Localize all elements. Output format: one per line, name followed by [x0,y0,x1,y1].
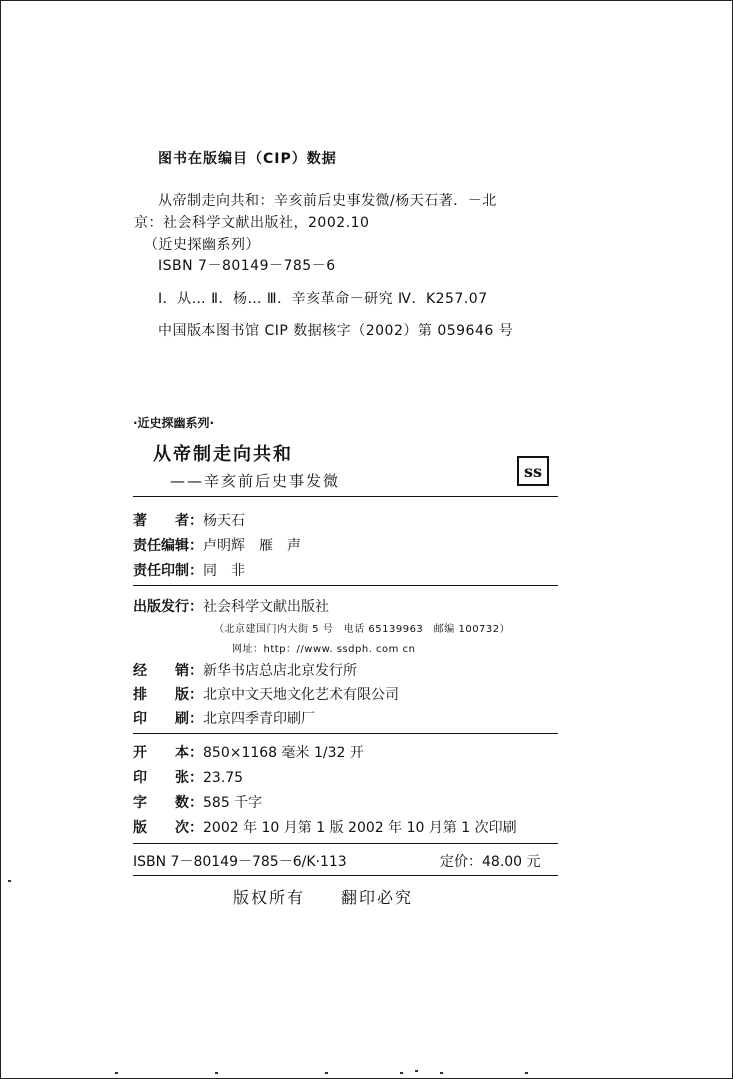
format-value: 850×1168 毫米 1/32 开 [203,745,364,761]
author-row [133,510,245,530]
cip-record-number: 中国版本图书馆 CIP 数据核字（2002）第 059646 号 [158,323,514,339]
cip-classification: Ⅰ．从… Ⅱ．杨… Ⅲ．辛亥革命－研究 Ⅳ．K257.07 [158,291,488,307]
publisher-website: 网址：http：//www. ssdph. com cn [232,644,416,655]
distributor-label: 经 销： [133,663,203,679]
author-label: 著 者： [133,513,203,529]
book-title: 从帝制走向共和 [153,444,293,465]
series-name: ·近史探幽系列· [133,416,215,430]
editor-label: 责任编辑： [133,538,203,554]
publisher-logo: ss [517,456,549,486]
publisher-value: 社会科学文献出版社 [203,599,329,615]
words-row [133,792,262,812]
scan-speck [115,1072,118,1074]
sheets-row [133,767,243,787]
format-label: 开 本： [133,745,203,761]
cip-line-3: （近史探幽系列） [144,237,260,253]
format-row [133,742,364,762]
divider [133,733,558,734]
sheets-label: 印 张： [133,770,203,786]
cip-line-2: 京：社会科学文献出版社，2002.10 [134,215,370,231]
print-manager-value: 同 非 [203,563,245,579]
divider [133,843,558,844]
words-value: 585 千字 [203,795,263,811]
edition-row [133,817,517,837]
author-value: 杨天石 [203,513,245,529]
print-manager-row [133,560,245,580]
publisher-label: 出版发行： [133,599,203,615]
print-manager-label: 责任印制： [133,563,203,579]
price: 定价：48.00 元 [440,854,541,870]
editor-value: 卢明辉 雁 声 [203,538,301,554]
divider [133,875,558,876]
scan-speck [400,1072,403,1074]
words-label: 字 数： [133,795,203,811]
printer-label: 印 刷： [133,711,203,727]
edition-value: 2002 年 10 月第 1 版 2002 年 10 月第 1 次印刷 [203,820,517,836]
edition-label: 版 次： [133,820,203,836]
divider [133,585,558,586]
printer-row [133,708,315,728]
distributor-value: 新华书店总店北京发行所 [203,663,357,679]
scan-speck [8,880,11,882]
scan-speck [325,1072,328,1074]
scan-speck [415,1070,418,1072]
sheets-value: 23.75 [203,770,244,786]
editor-row [133,535,301,555]
copyright-notice: 版权所有 翻印必究 [233,888,414,907]
divider [133,496,558,497]
publisher-address: （北京建国门内大街 5 号 电话 65139963 邮编 100732） [214,624,511,635]
scan-speck [525,1072,528,1074]
footer-isbn: ISBN 7－80149－785－6/K·113 [133,854,347,870]
scan-speck [440,1072,443,1074]
printer-value: 北京四季青印刷厂 [203,711,315,727]
typeset-label: 排 版： [133,687,203,703]
publisher-row [133,596,329,616]
cip-heading: 图书在版编目（CIP）数据 [158,151,337,167]
typeset-value: 北京中文天地文化艺术有限公司 [203,687,399,703]
cip-line-1: 从帝制走向共和：辛亥前后史事发微/杨天石著．－北 [158,193,497,209]
typeset-row [133,684,399,704]
scan-speck [215,1072,218,1074]
book-subtitle: ——辛亥前后史事发微 [170,472,341,490]
distributor-row [133,660,357,680]
cip-isbn: ISBN 7－80149－785－6 [158,258,336,274]
